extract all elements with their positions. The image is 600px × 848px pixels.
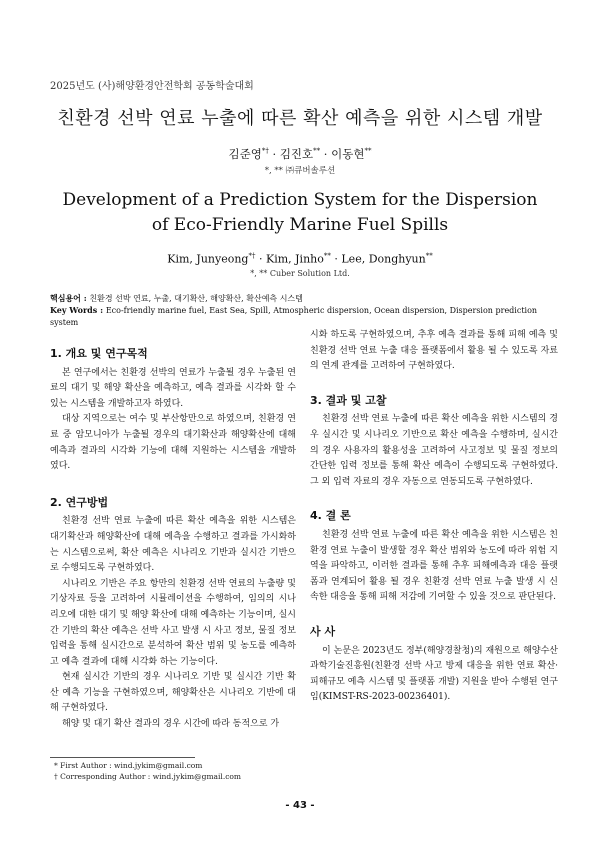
author-2-en-mark: ** — [323, 252, 331, 260]
keywords-english-text: Eco-friendly marine fuel, East Sea, Spill, Atmospheric dispersion, Ocean dispersion, Dispersion prediction system — [50, 306, 538, 327]
paragraph: 해양 및 대기 확산 결과의 경우 시간에 따라 동적으로 가 — [62, 719, 280, 730]
keywords-english — [50, 304, 560, 329]
section-heading: 4. 결 론 — [310, 509, 351, 523]
page-number: - 43 - — [285, 800, 315, 811]
author-1-mark: *† — [261, 147, 269, 156]
paragraph: 이 논문은 2023년도 정부(해양경찰청)의 재원으로 해양수산과학기술진흥원(친환경 선박 사고 방제 대응을 위한 연료 확산·피해규모 예측 시스템 및 플랫폼 개발) 지원을 받아 수행된 연구임(KIMST-RS-2023-00236401). — [310, 645, 558, 703]
footnote-first-author: * First Author : wind.jykim@gmail.com — [54, 761, 203, 770]
paragraph: 대상 지역으로는 여수 및 부산항만으로 하였으며, 친환경 연료 중 암모니아가 누출될 경우의 대기확산과 해양확산에 대해 예측과 결과의 시각화 기능에 대해 지원하는 시스템을 개발하였다. — [50, 414, 296, 472]
author-sep: · — [268, 147, 280, 161]
paragraph: 시나리오 기반은 주요 항만의 친환경 선박 연료의 누출량 및 기상자료 등을 고려하여 시뮬레이션을 수행하여, 임의의 시나리오에 대한 대기 및 해양 확산에 대해 예측하는 기능이며, 실시간 기반의 확산 예측은 선박 사고 발생 시 사고 정보, 물질 정보 입력을 통해 실시간으로 분석하여 확산 범위 및 농도를 예측하고 예측 결과에 대해 시각화 하는 기능이다. — [50, 578, 296, 667]
paragraph: 시화 하도록 구현하였으며, 추후 예측 결과를 통해 피해 예측 및 친환경 선박 연료 누출 대응 플랫폼에서 활용 될 수 있도록 자료의 연계 관계를 고려하여 구현하였다. — [310, 330, 558, 372]
affiliation-korean: *, ** ㈜큐버솔루션 — [264, 166, 336, 176]
title-english — [0, 188, 600, 238]
paragraph: 친환경 선박 연료 누출에 따른 확산 예측을 위한 시스템의 경우 실시간 및 시나리오 기반으로 확산 예측을 수행하며, 실시간의 경우 사용자의 활용성을 고려하여 사고정보 및 물질 정보의 간단한 입력 정보를 통해 확산 예측이 수행되도록 구현하였다. 그 외 입력 자료의 경우 자동으로 연동되도록 구현하였다. — [310, 414, 558, 487]
title-korean: 친환경 선박 연료 누출에 따른 확산 예측을 위한 시스템 개발 — [57, 108, 543, 129]
paragraph: 친환경 선박 연료 누출에 따른 확산 예측을 위한 시스템은 친환경 연료 누출이 발생할 경우 확산 범위와 농도에 따라 위험 지역을 파악하고, 이러한 결과를 통해 추후 피해예측과 대응 플랫폼과 연계되어 활용 될 경우 친환경 선박 연료 누출 발생 시 신속한 대응을 통해 피해 저감에 기여할 수 있을 것으로 판단된다. — [310, 529, 558, 603]
author-sep-en: · — [330, 252, 342, 266]
paragraph: 친환경 선박 연료 누출에 따른 확산 예측을 위한 시스템은 대기확산과 해양확산에 대해 예측을 수행하고 결과를 가시화하는 시스템으로써, 확산 예측은 시나리오 기반과 실시간 기반으로 수행되도록 구현하였다. — [50, 516, 296, 574]
footnote-divider — [50, 757, 195, 758]
author-3-mark: ** — [364, 147, 372, 156]
author-2: 김진호 — [279, 147, 314, 161]
author-3-en: Lee, Donghyun — [341, 252, 426, 266]
section-heading: 사 사 — [310, 624, 336, 638]
keywords-english-label: Key Words : — [50, 305, 106, 315]
authors-english — [0, 252, 600, 266]
author-2-en: Kim, Jinho — [265, 252, 324, 266]
section-heading: 1. 개요 및 연구목적 — [50, 347, 148, 360]
affiliation-english: *, ** Cuber Solution Ltd. — [250, 269, 350, 278]
title-english-line-2: of Eco-Friendly Marine Fuel Spills — [151, 215, 449, 235]
right-column — [310, 328, 558, 706]
keywords-korean-text: 친환경 선박 연료, 누출, 대기확산, 해양확산, 확산예측 시스템 — [89, 294, 303, 303]
title-english-line-1: Development of a Prediction System for the Dispersion — [62, 190, 538, 210]
paragraph: 현재 실시간 기반의 경우 시나리오 기반 및 실시간 기반 확산 예측 기능을 구현하였으며, 해양확산은 시나리오 기반에 대해 구현하였다. — [50, 672, 296, 714]
section-heading: 3. 결과 및 고찰 — [310, 393, 387, 407]
author-sep: · — [320, 147, 332, 161]
footnote-corresponding-author: † Corresponding Author : wind.jykim@gmail.com — [54, 772, 242, 781]
paragraph: 본 연구에서는 친환경 선박의 연료가 누출될 경우 누출된 연료의 대기 및 해양 확산을 예측하고, 예측 결과를 시각화 할 수 있는 시스템을 개발하고자 하였다. — [50, 367, 296, 409]
author-3-en-mark: ** — [425, 252, 433, 260]
author-1-en: Kim, Junyeong — [167, 252, 249, 266]
section-heading: 2. 연구방법 — [50, 495, 109, 509]
left-column — [50, 340, 296, 733]
authors-korean — [0, 146, 600, 162]
conference-header: 2025년도 (사)해양환경안전학회 공동학술대회 — [50, 81, 254, 92]
author-1: 김준영 — [228, 147, 262, 161]
author-2-mark: ** — [313, 147, 321, 156]
keywords-korean-label: 핵심용어 : — [50, 293, 90, 303]
author-3: 이동현 — [331, 147, 365, 161]
author-1-en-mark: *† — [248, 252, 256, 260]
author-sep-en: · — [255, 252, 266, 266]
